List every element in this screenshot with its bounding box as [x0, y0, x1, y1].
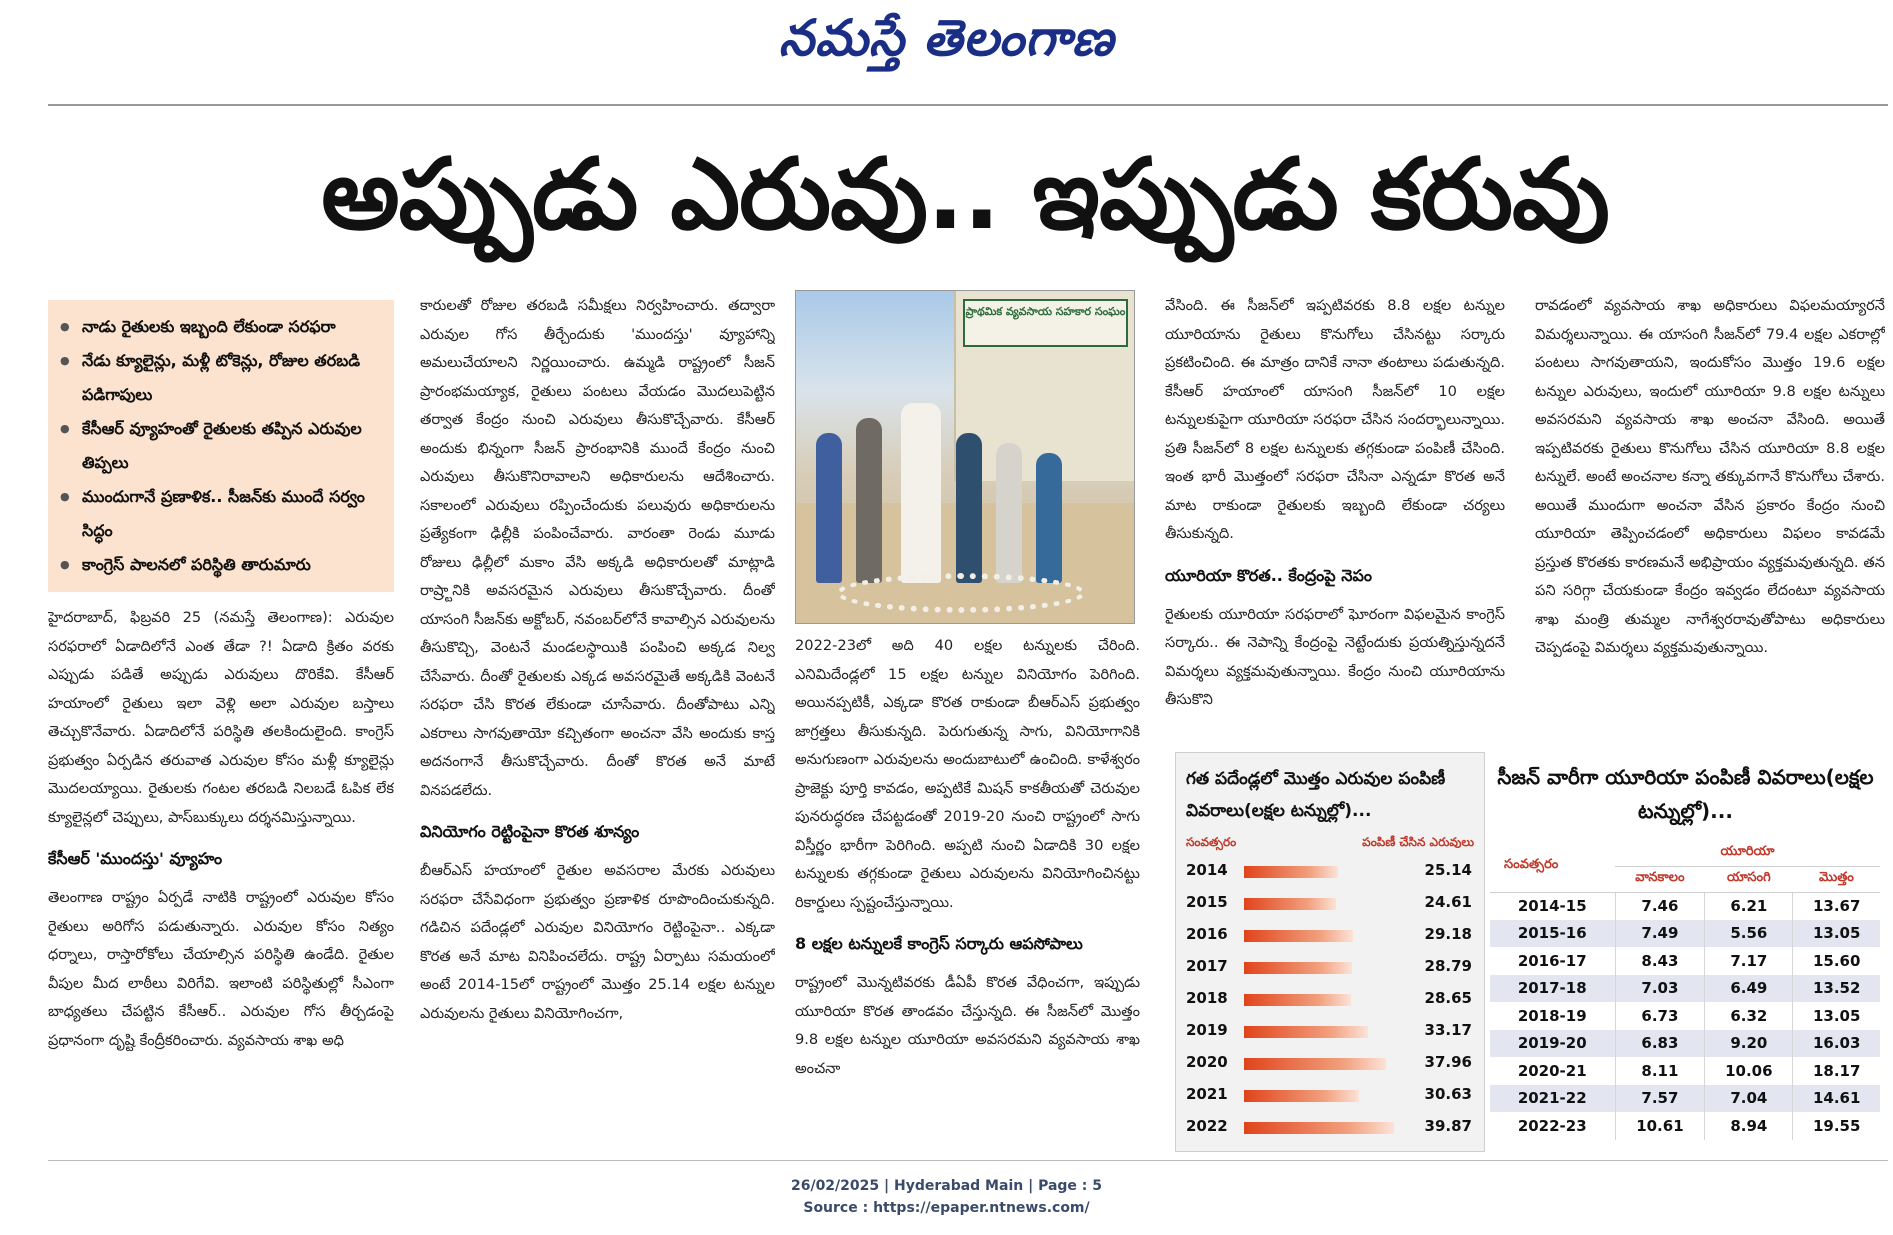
photo-signboard: ప్రాథమిక వ్యవసాయ సహకార సంఘం — [963, 299, 1128, 347]
paragraph: 2022-23లో అది 40 లక్షల టన్నులకు చేరింది. ఎనిమిదేండ్లలో 15 లక్షల టన్నుల వినియోగం పెరిగింది. అయినప్పటికీ, ఎక్కడా కొరత రాకుండా బీఆర్‌ఎస్ ప్రభుత్వం జాగ్రత్తలు తీసుకున్నది. పెరుగుతున్న సాగు, వినియోగానికి అనుగుణంగా ఎరువులను అందుబాటులో ఉంచింది. కాళేశ్వరం ప్రాజెక్టు పూర్తి కావడం, అప్పటికే మిషన్ కాకతీయతో చెరువుల పునరుద్ధరణ చేపట్టడంతో 2019-20 నుంచి రాష్ట్రంలో సాగు విస్తీర్ణం భారీగా పెరిగింది. అప్పటి నుంచి ఏడాదికి 30 లక్షల టన్నులకు తగ్గకుండా రైతులు ఎరువులను వినియోగించినట్టు రికార్డులు స్పష్టంచేస్తున్నాయి. — [795, 637, 1140, 911]
table-cell: 14.61 — [1793, 1085, 1880, 1113]
photo-person — [816, 433, 842, 583]
table-cell: 7.03 — [1615, 975, 1705, 1003]
table-row — [1490, 1030, 1880, 1058]
chart-bar-row — [1186, 953, 1476, 983]
table-row — [1490, 947, 1880, 975]
table-cell: 8.94 — [1705, 1112, 1793, 1140]
highlight-item: ● కాంగ్రెస్ పాలనలో పరిస్థితి తారుమారు — [60, 548, 382, 582]
chart-value-label: 25.14 — [1424, 861, 1472, 879]
table-cell: 8.43 — [1615, 947, 1705, 975]
table-cell-year: 2021-22 — [1490, 1085, 1615, 1113]
table-row — [1490, 892, 1880, 920]
chart-bar — [1244, 866, 1338, 878]
photo-person — [1036, 453, 1062, 583]
table-cell: 5.56 — [1705, 920, 1793, 948]
subheading: వినియోగం రెట్టింపైనా కొరత శూన్యం — [420, 822, 640, 841]
paragraph: కారులతో రోజుల తరబడి సమీక్షలు నిర్వహించారు. తద్వారా ఎరువుల గోస తీర్చేందుకు 'ముందస్తు' వ్యూహాన్ని అమలుచేయాలని నిర్ణయించారు. ఉమ్మడి రాష్ట్రంలో సీజన్ ప్రారంభమయ్యాక, రైతులు పంటలు వేయడం మొదలుపెట్టిన తర్వాత కేంద్రం నుంచి ఎరువులు తీసుకొచ్చేవారు. కేసీఆర్ అందుకు భిన్నంగా సీజన్ ప్రారంభానికి ముందే కేంద్రం నుంచి ఎరువులు తీసుకొనిరావాలని అధికారులను ఆదేశించారు. సకాలంలో ఎరువులు రప్పించేందుకు పలువురు అధికారులను ప్రత్యేకంగా ఢిల్లీకి పంపించేవారు. వారంతా రెండు మూడు రోజులు ఢిల్లీలో మకాం వేసి అక్కడి అధికారులతో మాట్లాడి రాష్ర్టానికి అవసరమైన ఎరువులు తీసుకొచ్చేవారు. దీంతో యాసంగి సీజన్‌కు అక్టోబర్, నవంబర్‌లోనే కావాల్సిన ఎరువులను తీసుకొచ్చి, వెంటనే మండలస్థాయికి పంపించి అక్కడ నిల్వ చేసేవారు. దీంతో రైతులకు ఎక్కడ అవసరమైతే అక్కడికి వెంటనే సరఫరా చేసి కొరత లేకుండా చూసేవారు. దీంతోపాటు ఎన్ని ఎకరాలు సాగవుతాయో కచ్చితంగా అంచనా వేసి అందుకు కాస్త అదనంగానే తీసుకొచ్చేవారు. దీంతో కొరత అనే మాటే వినపడలేదు. — [420, 297, 775, 799]
subheading: కేసీఆర్ 'ముందస్తు' వ్యూహం — [48, 849, 223, 868]
table-cell: 7.46 — [1615, 892, 1705, 920]
table-cell: 10.06 — [1705, 1057, 1793, 1085]
highlight-item: ● ముందుగానే ప్రణాళిక.. సీజన్‌కు ముందే సర్వం సిద్ధం — [60, 480, 382, 548]
chart-category-label: 2015 — [1186, 893, 1228, 911]
paragraph: రావడంలో వ్యవసాయ శాఖ అధికారులు విఫలమయ్యారనే విమర్శలున్నాయి. ఈ యాసంగి సీజన్‌లో 79.4 లక్షల ఎకరాల్లో పంటలు సాగవుతాయని, ఇందుకోసం మొత్తం 19.6 లక్షల టన్నుల ఎరువులు, ఇందులో యూరియా 9.8 లక్షల టన్నులు అవసరమని వ్యవసాయ శాఖ అంచనా వేసింది. అయితే ఇప్పటివరకు రైతులు కొనుగోలు చేసిన యూరియా 8.8 లక్షల టన్నులే. అంటే అంచనాల కన్నా తక్కువగానే కొనుగోలు చేశారు. అయితే ముందుగా అంచనా వేసిన ప్రకారం కేంద్రం నుంచి యూరియా తెప్పించడంలో అధికారులు విఫలం కావడమే ప్రస్తుత కొరతకు కారణమనే అభిప్రాయం వ్యక్తమవుతున్నది. తన పని సరిగ్గా చేయకుండా కేంద్రం ఇవ్వడం లేదంటూ వ్యవసాయ శాఖ మంత్రి తుమ్మల నాగేశ్వరరావుతోపాటు అధికారులు చెప్పడంపై విమర్శలు వ్యక్తమవుతున్నాయి. — [1535, 297, 1885, 656]
chart-bar-row — [1186, 985, 1476, 1015]
table-cell-year: 2014-15 — [1517, 897, 1587, 915]
photo-person — [856, 418, 882, 583]
article-column-4 — [1165, 292, 1505, 744]
table-cell-year: 2022-23 — [1517, 1116, 1587, 1135]
chart-xlabel: సంవత్సరం — [1186, 835, 1237, 849]
chart-bar — [1244, 962, 1352, 974]
paragraph: బీఆర్‌ఎస్ హయాంలో రైతుల అవసరాల మేరకు ఎరువులు సరఫరా చేసేవిధంగా ప్రభుత్వం ప్రణాళిక రూపొందించుకున్నది. గడిచిన పదేండ్లలో ఎరువుల వినియోగం రెట్టింపైనా.. ఎక్కడా కొరత అనే మాట వినిపించలేదు. రాష్ట్ర ఏర్పాటు సమయంలో అంటే 2014-15లో రాష్ట్రంలో మొత్తం 25.14 లక్షల టన్నుల ఎరువులను రైతులు వినియోగించగా, — [420, 862, 775, 1022]
masthead-rule — [48, 104, 1888, 106]
chart-category-label: 2021 — [1186, 1085, 1228, 1103]
photo-person — [901, 403, 941, 583]
paragraph: వేసింది. ఈ సీజన్‌లో ఇప్పటివరకు 8.8 లక్షల టన్నుల యూరియాను రైతులు కొనుగోలు చేసినట్టు సర్కారు ప్రకటించింది. ఈ మాత్రం దానికే నానా తంటాలు పడుతున్నది. కేసీఆర్ హయాంలో యాసంగి సీజన్‌లో 10 లక్షల టన్నులకుపైగా యూరియా సరఫరా చేసిన సందర్భాలున్నాయి. ప్రతి సీజన్‌లో 8 లక్షల టన్నులకు తగ్గకుండా పంపిణీ చేసింది. ఇంత భారీ మొత్తంలో సరఫరా చేసినా ఎన్నడూ కొరత అనే మాట రాకుండా రైతులకు ఇబ్బంది లేకుండా చర్యలు తీసుకున్నది. — [1165, 297, 1505, 542]
table-header-total: మొత్తం — [1793, 866, 1880, 892]
table-cell: 6.49 — [1705, 975, 1793, 1003]
fertilizer-chart — [1175, 752, 1485, 1152]
chart-category-label: 2014 — [1186, 861, 1228, 879]
paragraph: రాష్ట్రంలో మొన్నటివరకు డీఏపీ కొరత వేధించగా, ఇప్పుడు యూరియా కొరత తాండవం చేస్తున్నది. ఈ సీజన్‌లో మొత్తం 9.8 లక్షల టన్నుల యూరియా అవసరమని వ్యవసాయ శాఖ అంచనా — [795, 974, 1140, 1077]
article-column-3 — [795, 632, 1140, 1144]
chart-bar — [1244, 994, 1351, 1006]
table-cell: 6.73 — [1615, 1002, 1705, 1030]
highlight-item: ● కేసీఆర్ వ్యూహంతో రైతులకు తప్పిన ఎరువుల తిప్పలు — [60, 412, 382, 480]
table-cell: 8.11 — [1615, 1057, 1705, 1085]
chart-bar-row — [1186, 1049, 1476, 1079]
chart-bar — [1244, 898, 1336, 910]
photo-person — [956, 433, 982, 583]
table-row — [1490, 975, 1880, 1003]
table-cell-year: 2017-18 — [1490, 975, 1615, 1003]
table-cell-year: 2020-21 — [1517, 1061, 1587, 1080]
chart-category-label: 2016 — [1186, 925, 1228, 943]
photo-person — [996, 443, 1022, 583]
highlight-item: ● నేడు క్యూలైన్లు, మళ్లీ టోకెన్లు, రోజుల తరబడి పడిగాపులు — [60, 344, 382, 412]
chart-value-label: 30.63 — [1424, 1085, 1472, 1103]
headline: అప్పుడు ఎరువు.. ఇప్పుడు కరువు — [321, 138, 1609, 252]
chart-value-label: 37.96 — [1424, 1053, 1472, 1071]
table-body — [1490, 892, 1880, 1140]
chart-category-label: 2017 — [1186, 957, 1228, 975]
chart-bar — [1244, 1122, 1394, 1134]
table-cell: 6.21 — [1705, 892, 1793, 920]
table-cell: 13.67 — [1793, 892, 1880, 920]
footer-source-line: Source : https://epaper.ntnews.com/ — [803, 1200, 1090, 1216]
table-cell: 18.17 — [1793, 1057, 1880, 1085]
highlight-item: ● నాడు రైతులకు ఇబ్బంది లేకుండా సరఫరా — [60, 310, 382, 344]
table-cell: 7.04 — [1705, 1085, 1793, 1113]
chart-bar-row — [1186, 921, 1476, 951]
table-cell: 15.60 — [1793, 947, 1880, 975]
table-cell: 16.03 — [1793, 1030, 1880, 1058]
table-cell: 6.83 — [1615, 1030, 1705, 1058]
subheading: 8 లక్షల టన్నులకే కాంగ్రెస్ సర్కారు ఆపసోపాలు — [795, 934, 1083, 953]
chart-bar — [1244, 1090, 1359, 1102]
table-cell-year: 2019-20 — [1490, 1030, 1615, 1058]
paragraph: రైతులకు యూరియా సరఫరాలో ఘోరంగా విఫలమైన కాంగ్రెస్ సర్కారు.. ఈ నెపాన్ని కేంద్రంపై నెట్టేందుకు ప్రయత్నిస్తున్నదనే విమర్శలు వ్యక్తమవుతున్నాయి. కేంద్రం నుంచి యూరియాను తీసుకొని — [1165, 605, 1505, 708]
table-cell: 7.49 — [1615, 920, 1705, 948]
chart-title: గత పదేండ్లలో మొత్తం ఎరువుల పంపిణీ వివరాలు(లక్షల టన్నుల్లో)... — [1186, 769, 1446, 821]
chart-ylabel: పంపిణీ చేసిన ఎరువులు — [1362, 835, 1474, 849]
table-title: సీజన్ వారీగా యూరియా పంపిణీ వివరాలు(లక్షల టన్నుల్లో)... — [1497, 765, 1874, 823]
article-column-2 — [420, 292, 775, 1144]
chart-bar-row — [1186, 1113, 1476, 1143]
paragraph: హైదరాబాద్, ఫిబ్రవరి 25 (నమస్తే తెలంగాణ): ఎరువుల సరఫరాలో ఏడాదిలోనే ఎంత తేడా ?! ఏడాది క్రితం వరకు ఎప్పుడు పడితే అప్పుడు ఎరువులు దొరికేవి. కేసీఆర్ హయాంలో రైతులు ఇలా వెళ్లి అలా ఎరువుల బస్తాలు తెచ్చుకొనేవారు. ఏడాదిలోనే పరిస్థితి తలకిందులైంది. కాంగ్రెస్ ప్రభుత్వం ఏర్పడిన తరువాత ఎరువుల కోసం మళ్లీ క్యూలైన్లు మొదలయ్యాయి. రైతులకు గంటల తరబడి నిలబడే ఓపిక లేక క్యూలైన్లలో చెప్పులు, పాస్‌బుక్కులు దర్శనమిస్తున్నాయి. — [48, 609, 394, 826]
footer-date-line: 26/02/2025 | Hyderabad Main | Page : 5 — [790, 1178, 1103, 1194]
table-cell-year: 2015-16 — [1490, 920, 1615, 948]
urea-table-box — [1485, 752, 1885, 1152]
chart-bar — [1244, 930, 1353, 942]
table-cell-year: 2016-17 — [1517, 951, 1587, 970]
photo-footwear-queue — [836, 573, 1086, 613]
chart-bar — [1244, 1026, 1368, 1038]
table-cell: 6.32 — [1705, 1002, 1793, 1030]
table-header-kharif: వానకాలం — [1615, 866, 1705, 892]
chart-bar-row — [1186, 857, 1476, 887]
news-photo — [795, 290, 1135, 624]
table-row — [1490, 1057, 1880, 1085]
table-cell: 9.20 — [1705, 1030, 1793, 1058]
table-row — [1490, 1002, 1880, 1030]
table-cell: 10.61 — [1615, 1112, 1705, 1140]
table-cell: 7.57 — [1615, 1085, 1705, 1113]
chart-category-label: 2022 — [1186, 1117, 1228, 1135]
masthead-logo: నమస్తే తెలంగాణ — [778, 8, 1115, 67]
chart-value-label: 29.18 — [1424, 925, 1472, 943]
table-row — [1490, 1085, 1880, 1113]
highlights-box — [48, 300, 394, 592]
footer-rule — [48, 1160, 1888, 1161]
chart-value-label: 39.87 — [1424, 1117, 1472, 1135]
chart-value-label: 28.79 — [1424, 957, 1472, 975]
table-header-rabi: యాసంగి — [1705, 866, 1793, 892]
chart-category-label: 2020 — [1186, 1053, 1228, 1071]
chart-bar-row — [1186, 1081, 1476, 1111]
chart-value-label: 24.61 — [1424, 893, 1472, 911]
chart-bar-row — [1186, 1017, 1476, 1047]
chart-bar — [1244, 1058, 1386, 1070]
table-cell: 7.17 — [1705, 947, 1793, 975]
table-header-group: యూరియా — [1615, 840, 1880, 866]
table-cell: 13.52 — [1793, 975, 1880, 1003]
urea-table — [1490, 840, 1880, 1140]
table-header-year: సంవత్సరం — [1490, 840, 1615, 892]
table-cell: 19.55 — [1793, 1112, 1880, 1140]
chart-bar-row — [1186, 889, 1476, 919]
chart-value-label: 28.65 — [1424, 989, 1472, 1007]
article-column-5 — [1535, 292, 1885, 744]
table-cell: 13.05 — [1793, 920, 1880, 948]
table-cell-year: 2018-19 — [1517, 1006, 1587, 1025]
table-row — [1490, 1112, 1880, 1140]
chart-value-label: 33.17 — [1424, 1021, 1472, 1039]
article-column-1 — [48, 604, 394, 1144]
table-cell: 13.05 — [1793, 1002, 1880, 1030]
chart-category-label: 2018 — [1186, 989, 1228, 1007]
chart-category-label: 2019 — [1186, 1021, 1228, 1039]
paragraph: తెలంగాణ రాష్ట్రం ఏర్పడే నాటికి రాష్ట్రంలో ఎరువుల కోసం రైతులు అరిగోస పడుతున్నారు. ఎరువుల కోసం నిత్యం ధర్నాలు, రాస్తారోకోలు చేయాల్సిన పరిస్థితి ఉండేది. రైతుల వీపుల మీద లాఠీలు విరిగేవి. ఇలాంటి పరిస్థితుల్లో సీఎంగా బాధ్యతలు చేపట్టిన కేసీఆర్.. ఎరువుల గోస తీర్చడంపై ప్రధానంగా దృష్టి కేంద్రీకరించారు. వ్యవసాయ శాఖ అధి — [48, 889, 394, 1049]
subheading: యూరియా కొరత.. కేంద్రంపై నెపం — [1165, 565, 1372, 585]
table-row — [1490, 920, 1880, 948]
